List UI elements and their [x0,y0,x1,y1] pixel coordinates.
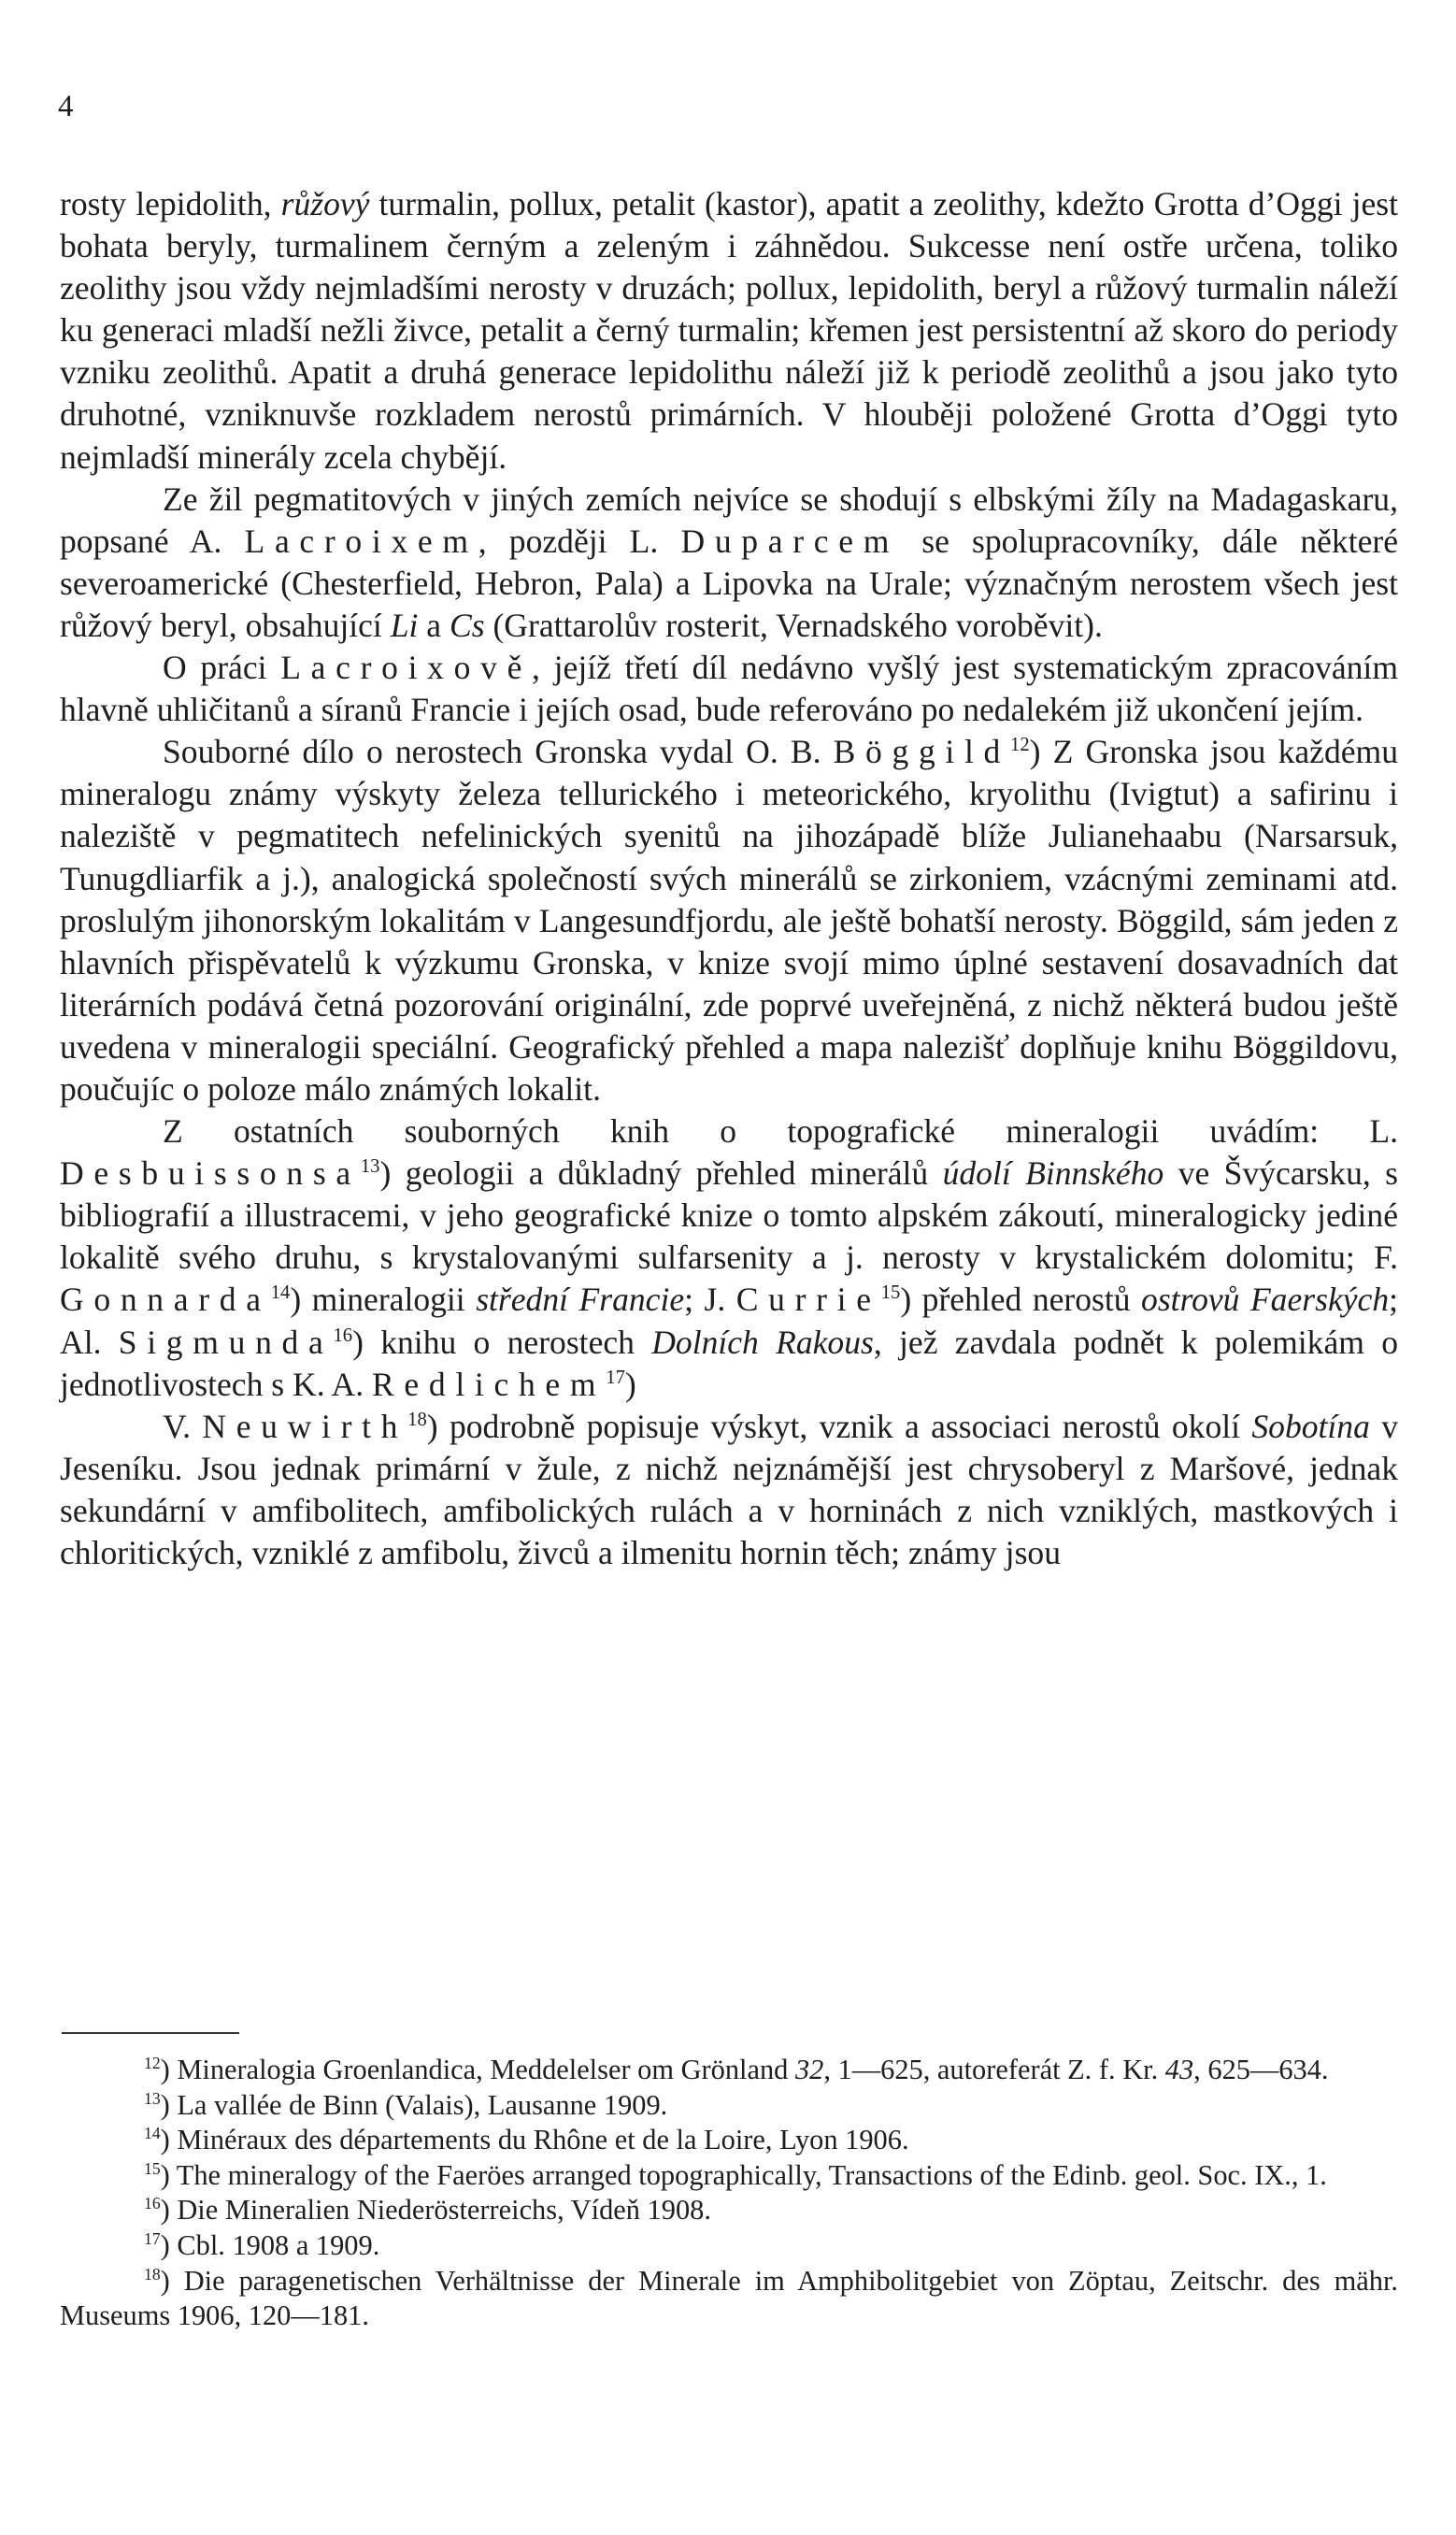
spaced-name: Sigmunda [118,1323,334,1361]
text-run: turmalin, pollux, petalit (kastor), apatit a zeolithy, kdežto Grotta d’Oggi jest bohata beryly, turmalinem černým a zeleným i záhnědou. Sukcesse není ostře určena, toliko zeolithy jsou vždy nejmladšími nerosty v druzách; pollux, lepidolith, beryl a růžový turmalin náleží ku generaci mladší nežli živce, petalit a černý turmalin; křemen jest persistentní až skoro do periody vzniku zeolithů. Apatit a druhá generace lepidolithu náleží již k periodě zeolithů a jsou jako tyto druhotné, vzniknuvše rozkladem nerostů primárních. V hlouběji položené Grotta d’Oggi tyto nejmladší minerály zcela chybějí. [60,185,1398,476]
footnotes [60,2053,1398,2334]
emphasis: Sobotína [1251,1407,1370,1445]
footnote-number: 12 [144,2054,161,2073]
emphasis: růžový [280,185,370,222]
paragraph-6 [60,1406,1398,1574]
footnote-number: 16 [144,2194,161,2213]
footnote-number: 15 [144,2158,161,2178]
footnote-ref: 17 [606,1367,625,1388]
footnote-number: 13 [144,2088,161,2108]
text-run: O práci [163,649,281,687]
paragraph-1 [60,183,1398,479]
text-run: , jejíž třetí díl nedávno vyšlý jest systematickým zpracováním hlavně uhličitanů a síranů Francie i jejích osad, bude referováno po nedalekém již ukončení jejím. [60,649,1398,729]
emphasis: ostrovů Faerských [1141,1281,1390,1319]
footnote-divider [62,2032,239,2034]
text-run: ) knihu o nerostech [352,1323,652,1361]
text-run: a [418,606,450,644]
footnote-text: The mineralogy of the Faeröes arranged topographically, Transactions of the Edinb. geol. Soc. IX., 1. [169,2158,1327,2191]
footnote-12: $^{12}$) Mineralogia Groenlandica, Meddelelser om Grönland 32, 1—625, autoreferát Z. f. Kr. 43, 625—634. [144,2054,1329,2085]
footnote-number: 17 [144,2229,161,2249]
spaced-name: Gonnarda [60,1281,271,1319]
footnote-text: , 1—625, autoreferát Z. f. Kr. [823,2054,1165,2085]
footnote-text: Die paragenetischen Verhältnisse der Minerale im Amphibolitgebiet von Zöptau, Zeitschr. des mähr. Museums 1906, 120—181. [60,2264,1398,2332]
paragraph-2 [60,479,1398,647]
paragraph-3 [60,647,1398,731]
footnote-18: $^{18}$) Die paragenetischen Verhältnisse der Minerale im Amphibolitgebiet von Zöptau, Zeitschr. des mähr. Museums 1906, 120—181. [60,2264,1398,2332]
footnote-text: Cbl. 1908 a 1909. [169,2228,380,2261]
footnote-text: Mineralogia Groenlandica, Meddelelser om Grönland [169,2054,795,2085]
emphasis: střední Francie [476,1281,685,1319]
emphasis: Li [390,606,419,644]
spaced-name: Böggild [833,733,1011,771]
text-run: ) [624,1365,636,1403]
spaced-name: Currie [735,1281,881,1319]
text-run: Ze žil pegmatitových v jiných zemích nejvíce se shodují s elbskými žíly na Madagaskaru, popsané A. [60,480,1398,560]
footnote-text: Die Mineralien Niederösterreichs, Vídeň 1908. [169,2194,711,2227]
text-run: Z ostatních souborných knih o topografické mineralogii uvádím: L. [163,1112,1398,1151]
footnote-15: $^{15}$) The mineralogy of the Faeröes arranged topographically, Transactions of the Edinb. geol. Soc. IX., 1. [144,2158,1327,2191]
paragraph-4 [60,731,1398,1110]
text-run: rosty lepidolith, [60,185,281,222]
footnote-16: $^{16}$) Die Mineralien Niederösterreichs, Vídeň 1908. [144,2194,711,2227]
emphasis: údolí Binnského [942,1154,1164,1193]
footnote-ref: 14 [270,1282,291,1304]
body-text [60,183,1398,1574]
text-run: , později L. [478,522,681,560]
spaced-name: Neuwirth [202,1407,408,1445]
footnote-ref: 13 [360,1156,380,1178]
footnote-text: , 625—634. [1193,2054,1329,2085]
text-run: (Grattarolův rosterit, Vernadského voroběvit). [484,606,1103,644]
footnote-17: $^{17}$) Cbl. 1908 a 1909. [144,2228,380,2261]
text-run: ) Z Gronska jsou každému mineralogu známy výskyty železa tellurického i meteorického, kryolithu (Ivigtut) a safirinu i naleziště v pegmatitech nefelinických syenitů na jihozápadě blíže Julianehaabu (Narsarsuk, Tunugdliarfik a j.), analogická společností svých minerálů se zirkoniem, vzácnými zeminami atd. proslulým jihonorským lokalitám v Langesundfjordu, ale ještě bohatší nerosty. Böggild, sám jeden z hlavních přispěvatelů k výzkumu Gronska, v knize svojí mimo úplné sestavení dosavadních dat literárních podává četná pozorování originální, zde poprvé uveřejněná, z nichž některá budou ještě uvedena v mineralogii speciální. Geografický přehled a mapa nalezišť doplňuje knihu Böggildovu, poučujíc o poloze málo známých lokalit. [60,733,1398,1108]
text-run: V. [163,1407,203,1445]
emphasis: 32 [794,2054,824,2085]
text-run: ; J. [684,1281,736,1319]
footnote-13: $^{13}$) La vallée de Binn (Valais), Lausanne 1909. [144,2088,668,2121]
page-number: 4 [58,90,74,123]
text-run: ve Švýcarsku, s bibliografií a illustracemi, v jeho geografické knize o tomto alpském zákoutí, mineralogicky jediné lokalitě svého druhu, s krystalovanými sulfarsenity a j. nerosty v krystalickém dolomitu; F. [60,1154,1399,1277]
footnote-text: La vallée de Binn (Valais), Lausanne 1909. [169,2088,668,2121]
paragraph-5 [60,1110,1398,1406]
text-run: Souborné dílo o nerostech Gronska vydal O. B. [163,733,834,771]
text-run: ) podrobně popisuje výskyt, vznik a associaci nerostů okolí [426,1407,1252,1445]
footnote-number: 18 [144,2264,161,2284]
text-run: se spolupracovníky, dále některé severoamerické (Chesterfield, Hebron, Pala) a Lipovka na Urale; význačným nerostem všech jest růžový beryl, obsahující [60,522,1399,644]
text-run: v Jeseníku. Jsou jednak primární v žule, z nichž nejznámější jest chrysoberyl z Maršové, jednak sekundární v amfibolitech, amfibolických rulách a v horninách z nich vzniklých, mastkových i chloritických, vzniklé z amfibolu, živců a ilmenitu hornin těch; známy jsou [60,1407,1398,1571]
footnote-ref: 18 [407,1409,427,1430]
emphasis: 43 [1164,2054,1194,2085]
spaced-name: Duparcem [680,522,900,560]
text-run: ) geologii a důkladný přehled minerálů [379,1154,943,1193]
text-run: ) přehled nerostů [900,1281,1142,1319]
text-run: , jež zavdala podnět k polemikám o jednotlivostech s K. A. [60,1323,1398,1403]
footnote-text: Minéraux des départements du Rhône et de la Loire, Lyon 1906. [169,2124,909,2156]
text-run: ; Al. [60,1281,1398,1361]
spaced-name: Redlichem [372,1365,607,1403]
spaced-name: Lacroixem [244,522,478,560]
emphasis: Cs [449,606,485,644]
text-run: ) mineralogii [290,1281,477,1319]
footnote-ref: 12 [1010,735,1030,756]
footnote-ref: 16 [333,1325,353,1346]
emphasis: Dolních Rakous [651,1323,874,1361]
footnote-ref: 15 [880,1282,901,1304]
spaced-name: Lacroixově [280,649,533,687]
spaced-name: Desbuissonsa [60,1154,361,1193]
footnote-number: 14 [144,2124,161,2143]
footnote-14: $^{14}$) Minéraux des départements du Rhône et de la Loire, Lyon 1906. [144,2124,909,2156]
